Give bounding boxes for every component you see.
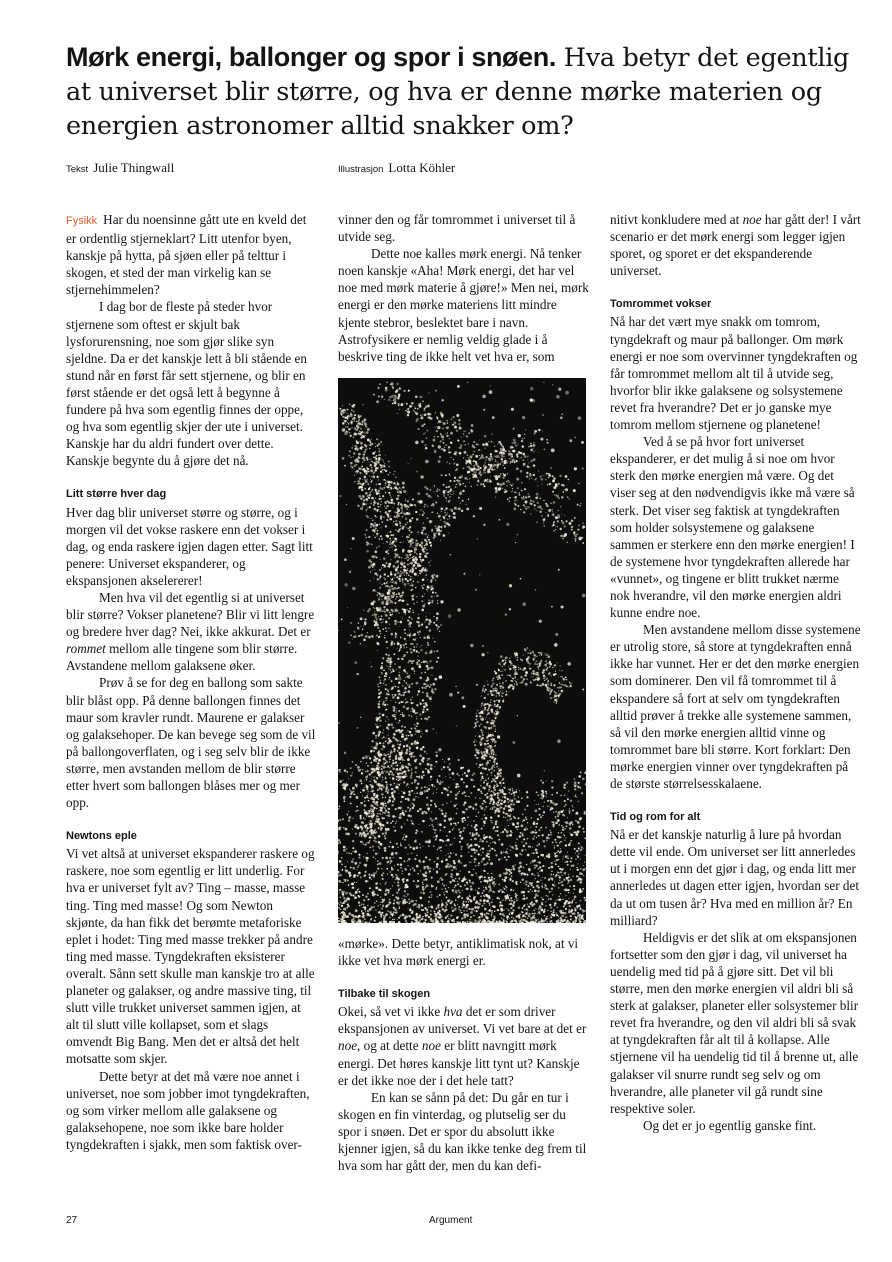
- paragraph: [66, 589, 317, 674]
- paragraph: Nå har det vært mye snakk om tomrom, tyngdekraft og maur på ballonger. Om mørk energi er noe som overvinner tyngdekraften og får tomrommet mellom alt til å utvide seg, hvorfor blir ikke galaksene og solsystemene revet fra hverandre? Det er jo ganske mye tomrom mellom stjernene og planetene!: [610, 314, 858, 433]
- emphasis: noe: [742, 212, 762, 227]
- paragraph: Ved å se på hvor fort universet ekspanderer, er det mulig å si noe om hvor sterk den mørke energien må være. Og det viser seg at den nødvendigvis ikke må være så sterk. Det viser seg faktisk at tyngdekraften som holder solsystemene og galaksene sammen er sterkere enn den mørke energien! I de systemene hvor tyngdekraften allerede har «vunnet», og tingene er blitt trukket nærme nok hverandre, vil den mørke energien aldri kunne endre noe.: [610, 434, 855, 621]
- paragraph: vinner den og får tomrommet i universet til å utvide seg.: [338, 212, 576, 245]
- emphasis: noe: [421, 1038, 441, 1054]
- illustrator-label: Illustrasjon: [338, 164, 384, 175]
- author-label: Tekst: [66, 164, 89, 175]
- paragraph-text: det er som driver ekspansjonen av universet. Vi vet bare at det er: [338, 1004, 587, 1037]
- section-heading: Litt større hver dag: [66, 488, 167, 501]
- article-headline: [66, 40, 876, 143]
- paragraph-text: nitivt konkludere med at: [610, 212, 743, 227]
- text-column-2-bottom: [338, 935, 589, 1174]
- section-heading: Tomrommet vokser: [610, 298, 712, 311]
- paragraph: [610, 211, 861, 279]
- author-credit: [66, 160, 174, 176]
- paragraph: [338, 1003, 589, 1088]
- paragraph: Heldigvis er det slik at om ekspansjonen fortsetter som den gjør i dag, vil universet ha uendelig med tid på å gjøre sitt. Det vil bli større, men den mørke energien vil aldri bli så sterk at galakser, planeter eller solsystemer blir revet fra hverandre, og den vil aldri bli så svak at tyngdekraften får alt til å kollapse. Alle stjernene vil ha uendelig tid til å brenne ut, alle galakser vil snurre rundt seg selv og om hverandre, alle planeter vil gå rundt sine respektive soler.: [610, 929, 859, 1116]
- headline-lead: Mørk energi, ballonger og spor i snøen.: [66, 42, 556, 72]
- paragraph: Dette betyr at det må være noe annet i universet, noe som jobber imot tyngdekraften, og som virker mellom alle galaksene og galaksehopene, noe som ikke bare holder tyngdekraften i sjakk, men som faktisk over-: [66, 1068, 310, 1152]
- paragraph: En kan se sånn på det: Du går en tur i skogen en fin vinterdag, og plutselig ser du spor i snøen. Det er spor du absolutt ikke kjenner igjen, så du kan ikke tenke deg frem til hva som har gått der, men du kan defi-: [338, 1089, 587, 1174]
- paragraph-text: Okei, så vet vi ikke: [338, 1004, 444, 1020]
- emphasis: hva: [443, 1004, 463, 1020]
- section-heading: Newtons eple: [66, 830, 137, 843]
- headline-deck: Hva betyr det egentlig at universet blir større, og hva er denne mørke materien og energien astronomer alltid snakker om?: [66, 43, 850, 141]
- paragraph-text: mellom alle tingene som blir større. Avstandene mellom galaksene øker.: [66, 641, 298, 674]
- paragraph: Dette noe kalles mørk energi. Nå tenker noen kanskje «Aha! Mørk energi, det har vel noe med mørk materie å gjøre!» Men nei, mørk energi er den mørke materiens litt mindre kjente stebror, beslektet bare i navn. Astrofysikere er nemlig veldig glade i å beskrive ting de ikke helt vet hva er, som: [338, 246, 589, 364]
- emphasis: noe: [338, 1038, 358, 1054]
- paragraph-text: Men hva vil det egentlig si at universet blir større? Vokser planetene? Blir vi litt lengre og bredere hver dag? Nei, ikke akkurat. Det er: [66, 589, 315, 640]
- emphasis: rommet: [66, 641, 106, 657]
- section-heading: Tilbake til skogen: [338, 988, 431, 1001]
- text-column-3: [610, 211, 861, 1134]
- paragraph-text: Har du noensinne gått ute en kveld det er ordentlig stjerneklart? Litt utenfor byen, kanskje på hytta, på sjøen eller på telttur i skogen, et sted der man virkelig kan se stjernehimmelen?: [66, 212, 307, 298]
- paragraph-text: har gått der! I vårt scenario er det mørk energi som legger igjen sporet, og sporet er det ekspanderende universet.: [610, 212, 861, 279]
- paragraph: I dag bor de fleste på steder hvor stjernene som oftest er skjult bak lysforurensning, noe som gjør slike syn sjeldne. Da er det kanskje lett å bli stående en stund når en først får sett stjernene, og blir en først stående er det også lett å begynne å fundere på hva som egentlig finnes der oppe, og hva som egentlig skjer der ute i universet. Kanskje har du aldri fundert over dette. Kanskje begynte du å gjøre det nå.: [66, 299, 307, 469]
- paragraph: Men avstandene mellom disse systemene er utrolig store, så store at tyngdekraften ennå ikke har vunnet. Her er det den mørke energien som dominerer. Den vil få tomrommet til å ekspandere så fort at selv om tyngdekraften alltid prøver å trekke alle systemene sammen, så vil den mørke energien alltid vinne og tomrommet bare bli større. Kort forklart: Den mørke energien vinner over tyngdekraften på de største størrelsesskalaene.: [610, 622, 861, 791]
- paragraph: [66, 211, 317, 298]
- illustrator-name: Lotta Köhler: [388, 160, 456, 175]
- section-heading: Tid og rom for alt: [610, 811, 701, 824]
- paragraph-text: er blitt navngitt mørk energi. Det høres kanskje litt tynt ut? Kanskje er det ikke noe der i det hele tatt?: [338, 1038, 580, 1088]
- category-label: Fysikk: [66, 215, 98, 227]
- paragraph: Prøv å se for deg en ballong som sakte blir blåst opp. På denne ballongen finnes det maur som kravler rundt. Maurene er galakser og galaksehoper. De kan bevege seg som de vil på ballongoverflaten, og i seg selv blir de ikke større, men avstanden mellom de blir større etter hvert som ballongen blåses mer og mer opp.: [66, 675, 316, 811]
- page-number: 27: [66, 1215, 78, 1226]
- paragraph: Nå er det kanskje naturlig å lure på hvordan dette vil ende. Om universet ser litt annerledes ut i morgen enn det gjør i dag, og enda litt mer annerledes ut dagen etter igjen, hvordan ser det da ut om tusen år? Hva med en million år? En milliard?: [610, 827, 859, 928]
- paragraph: «mørke». Dette betyr, antiklimatisk nok, at vi ikke vet hva mørk energi er.: [338, 936, 579, 969]
- dark-energy-illustration: [338, 378, 586, 923]
- text-column-1: [66, 211, 317, 1153]
- paragraph: Hver dag blir universet større og større, og i morgen vil det vokse raskere enn det vokser i dag, og enda raskere igjen dagen etter. Sagt litt penere: Universet ekspanderer, og ekspansjonen akselererer!: [66, 504, 313, 588]
- author-name: Julie Thingwall: [93, 160, 175, 175]
- paragraph: Vi vet altså at universet ekspanderer raskere og raskere, noe som egentlig er litt underlig. For hva er universet fylt av? Ting – masse, masse ting. Ting med masse! Og som Newton skjønte, da han fikk det berømte metaforiske eplet i hodet: Ting med masse trekker på andre ting med masse. Tyngdekraften eksisterer overalt. Sånn sett skulle man kanskje tro at alle planeter og galakser, og andre massive ting, til slutt ville trukket universet sammen igjen, at alt til slutt ville kollapset, som et slags omvendt Big Bang. Men det er altså det helt motsatte som skjer.: [66, 846, 315, 1067]
- paragraph-text: , og at dette: [357, 1038, 422, 1054]
- publication-name: Argument: [429, 1215, 473, 1226]
- star-field-graphic: [338, 378, 586, 923]
- text-column-2-top: [338, 211, 589, 365]
- illustrator-credit: [338, 160, 455, 176]
- paragraph: Og det er jo egentlig ganske fint.: [643, 1117, 817, 1133]
